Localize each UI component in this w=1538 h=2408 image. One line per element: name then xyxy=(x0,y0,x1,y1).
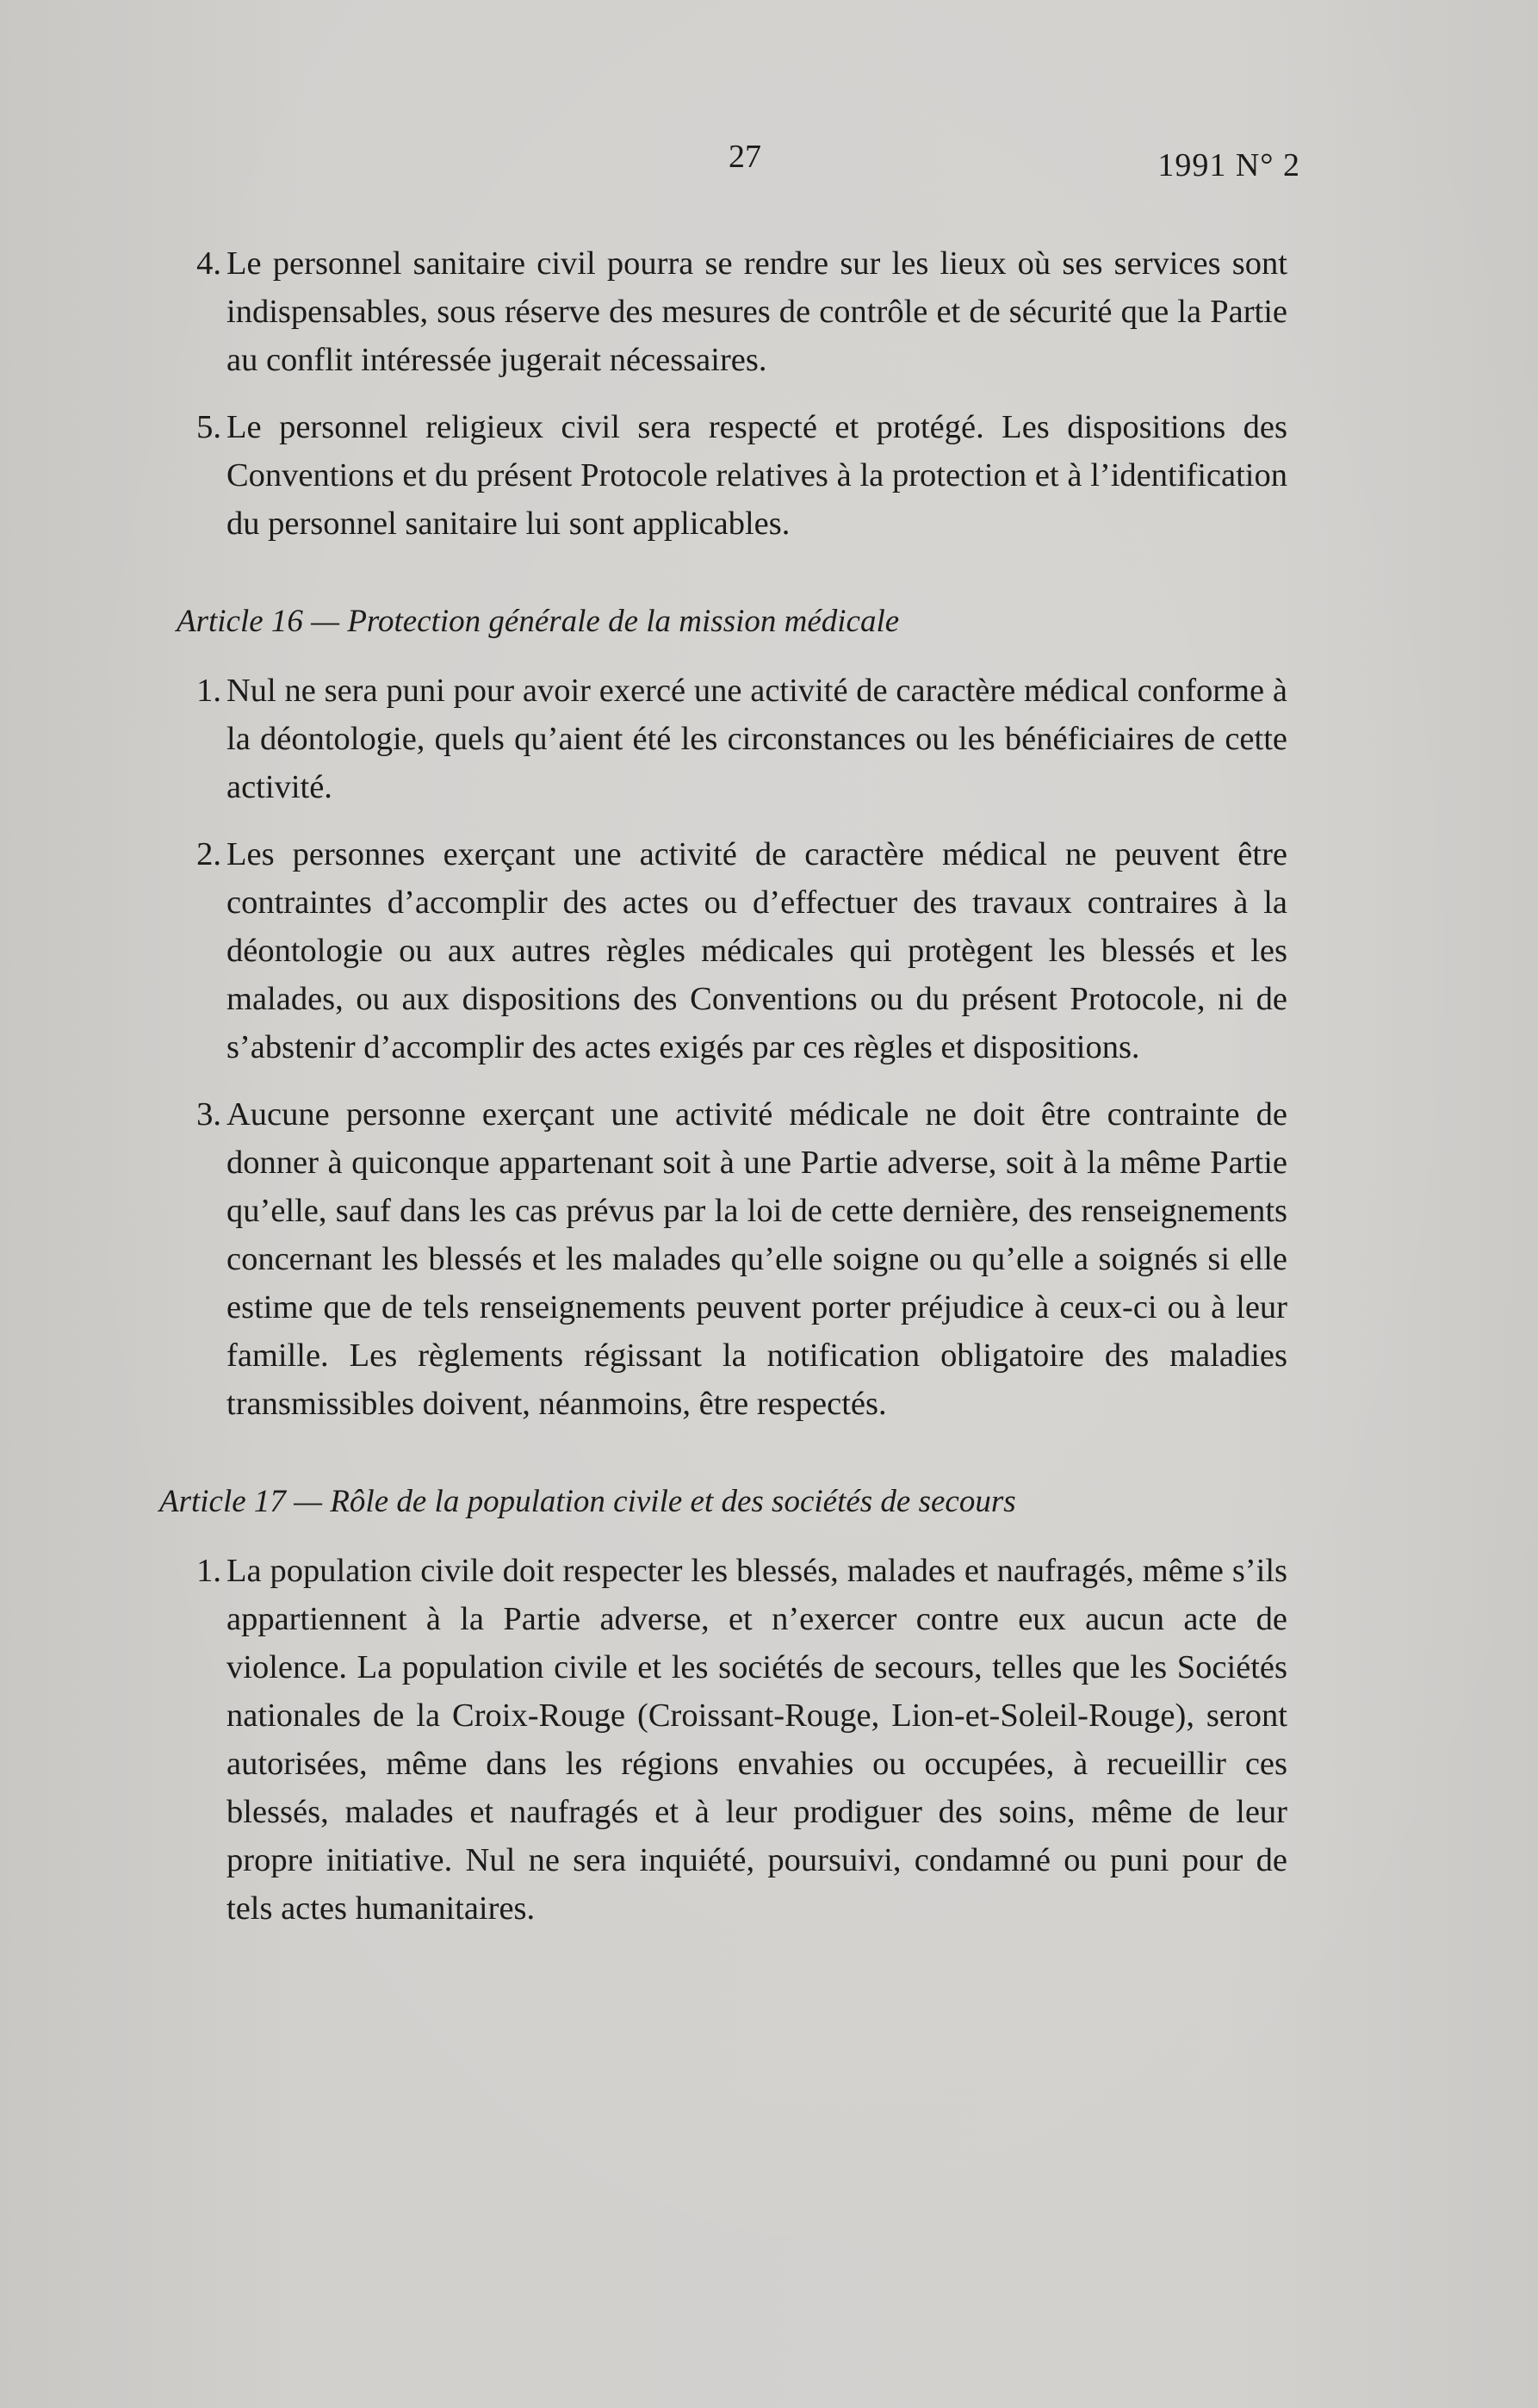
article-heading: Article 16 — Protection générale de la mission médicale xyxy=(177,604,900,639)
page-header xyxy=(0,138,1538,198)
paragraph xyxy=(159,830,1287,1071)
paragraph-number: 3. xyxy=(196,1096,221,1133)
paragraph-number: 2. xyxy=(196,836,221,872)
paragraph-text: Aucune personne exerçant une activité médicale ne doit être contrainte de donner à quiconque appartenant soit à une Partie adverse, soit à la même Partie qu’elle, sauf dans les cas prévus par la loi de cette dernière, des renseignements concernant les blessés et les malades qu’elle soigne ou qu’elle a soignés si elle estime que de tels renseignements peuvent porter préjudice à ceux-ci ou à leur famille. Les règlements régissant la notification obligatoire des maladies transmissibles doivent, néanmoins, être respectés. xyxy=(226,1096,1287,1422)
article-heading: Article 17 — Rôle de la population civile et des sociétés de secours xyxy=(159,1484,1016,1519)
publication-serial: 1991 N° 2 xyxy=(1157,147,1300,183)
paragraph-text: La population civile doit respecter les blessés, malades et naufragés, même s’ils appartiennent à la Partie adverse, et n’exercer contre eux aucun acte de violence. La population civile et les sociétés de secours, telles que les Sociétés nationales de la Croix-Rouge (Croissant-Rouge, Lion-et-Soleil-Rouge), seront autorisées, même dans les régions envahies ou occupées, à recueillir ces blessés, malades et naufragés et à leur prodiguer des soins, même de leur propre initiative. Nul ne sera inquiété, poursuivi, condamné ou puni pour de tels actes humanitaires. xyxy=(226,1553,1287,1927)
paragraph-text: Les personnes exerçant une activité de caractère médical ne peuvent être contraintes d’accomplir des actes ou d’effectuer des travaux contraires à la déontologie ou aux autres règles médicales qui protègent les blessés et les malades, ou aux dispositions des Conventions ou du présent Protocole, ni de s’abstenir d’accomplir des actes exigés par ces règles et dispositions. xyxy=(226,836,1287,1065)
paragraph-text: Le personnel religieux civil sera respecté et protégé. Les dispositions des Conventions et du présent Protocole relatives à la protection et à l’identification du personnel sanitaire lui sont applicables. xyxy=(226,409,1287,542)
page-number: 27 xyxy=(729,139,761,175)
paragraph xyxy=(159,1547,1287,1933)
document-body xyxy=(159,239,1287,1952)
paragraph-text: Nul ne sera puni pour avoir exercé une activité de caractère médical conforme à la déontologie, quels qu’aient été les circonstances ou les bénéficiaires de cette activité. xyxy=(226,673,1287,805)
paragraph xyxy=(159,403,1287,548)
paragraph-text: Le personnel sanitaire civil pourra se rendre sur les lieux où ses services sont indispensables, sous réserve des mesures de contrôle et de sécurité que la Partie au conflit intéressée jugerait nécessaires. xyxy=(226,245,1287,378)
article-16 xyxy=(159,598,1287,1428)
paragraph xyxy=(159,667,1287,811)
article-17 xyxy=(159,1478,1287,1933)
paragraph-number: 5. xyxy=(196,409,221,445)
paragraph xyxy=(159,239,1287,384)
paragraph xyxy=(159,1090,1287,1428)
paragraph-number: 4. xyxy=(196,245,221,282)
paragraph-number: 1. xyxy=(196,673,221,709)
article-15-continuation xyxy=(159,239,1287,548)
paragraph-number: 1. xyxy=(196,1553,221,1589)
